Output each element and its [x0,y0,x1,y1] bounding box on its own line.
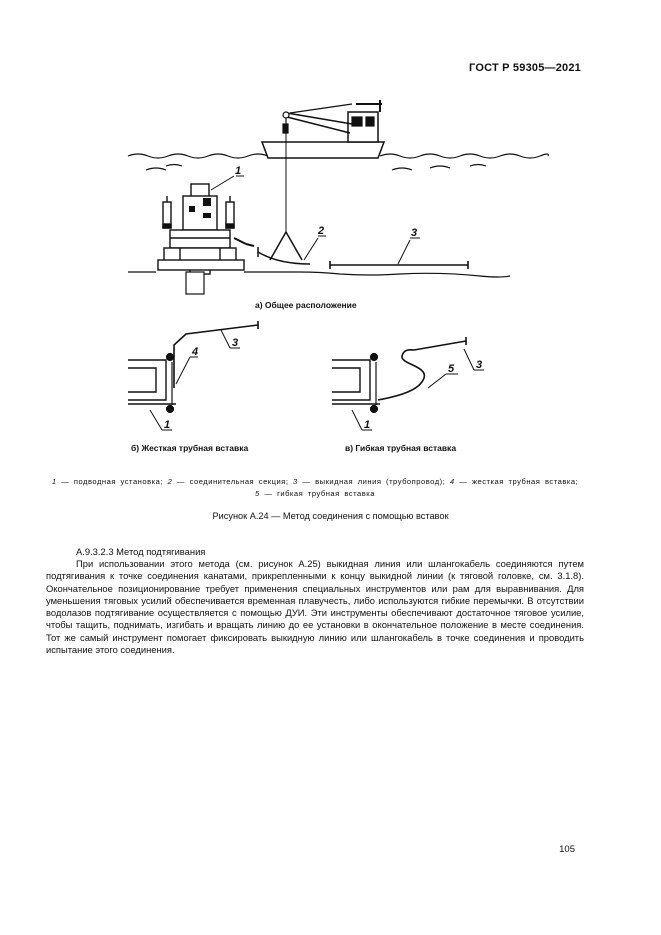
callout-2: 2 [318,225,325,237]
callout-5: 5 [448,363,455,375]
wave-mark [470,165,486,167]
panel-a-label: а) Общее расположение [255,300,357,310]
callout-3: 3 [411,227,418,239]
legend-text: — подводная установка; [56,477,168,486]
section-heading: А.9.3.2.3 Метод подтягивания [76,546,206,557]
wave-mark [146,168,166,170]
legend-text: — гибкая трубная вставка [259,489,375,498]
callout-3: 3 [476,359,483,371]
callout-3: 3 [232,337,239,349]
callout-1: 1 [235,165,242,177]
legend-num: 5 [255,489,260,498]
legend-text: — соединительная секция; [172,477,294,486]
callout-1: 1 [164,419,171,431]
connection-section [258,232,310,264]
figure-caption: Рисунок А.24 — Метод соединения с помощью вставок [212,511,449,521]
panel-c-flexible-spool [332,337,484,453]
document-header: ГОСТ Р 59305—2021 [469,62,581,74]
panel-b-label: б) Жесткая трубная вставка [131,443,249,453]
legend-num: 3 [293,477,298,486]
callout-1: 1 [364,419,371,431]
panel-a-general-layout [128,100,548,310]
wave-mark [392,168,412,170]
seabed [128,272,510,277]
sea-surface-right [380,154,548,158]
wave-mark [166,165,182,167]
legend-text: — выкидная линия (трубопровод); [297,477,450,486]
figure-legend [46,476,584,500]
legend-num: 4 [449,477,455,486]
panel-b-rigid-spool [128,321,258,453]
wave-mark [430,166,450,168]
callout-4: 4 [192,346,199,358]
body-paragraph: При использовании этого метода (см. рисунок А.25) выкидная линия или шлангокабель соединяются путем подтягивания к точке соединения канатами, прикрепленными к концу выкидной линии (к тяговой головке, см. 3.1.8). Окончательное позиционирование требует применения специальных инструментов или рам для выравнивания. Для уменьшения тяговых усилий обеспечивается временная плавучесть, либо используются гибкие перемычки. В отсутствии водолазов подтягивание осуществляется с помощью ДУИ. Эти инструменты обеспечивают достаточное тяговое усилие, чтобы тащить, поднимать, изгибать и вращать линию до ее установки в окончательное положение в месте соединения. Тот же самый инструмент помогает фиксировать выкидную линию или шлангокабель в точке соединения и проводить испытание этого соединения. [46,558,584,656]
legend-num: 2 [167,477,173,486]
sea-surface-left [128,154,288,158]
legend-num: 1 [51,477,57,486]
page-number: 105 [559,844,575,855]
vessel [262,100,384,232]
legend-text: — жесткая трубная вставка; [454,477,579,486]
panel-c-label: в) Гибкая трубная вставка [345,443,457,453]
subsea-installation [158,184,254,274]
